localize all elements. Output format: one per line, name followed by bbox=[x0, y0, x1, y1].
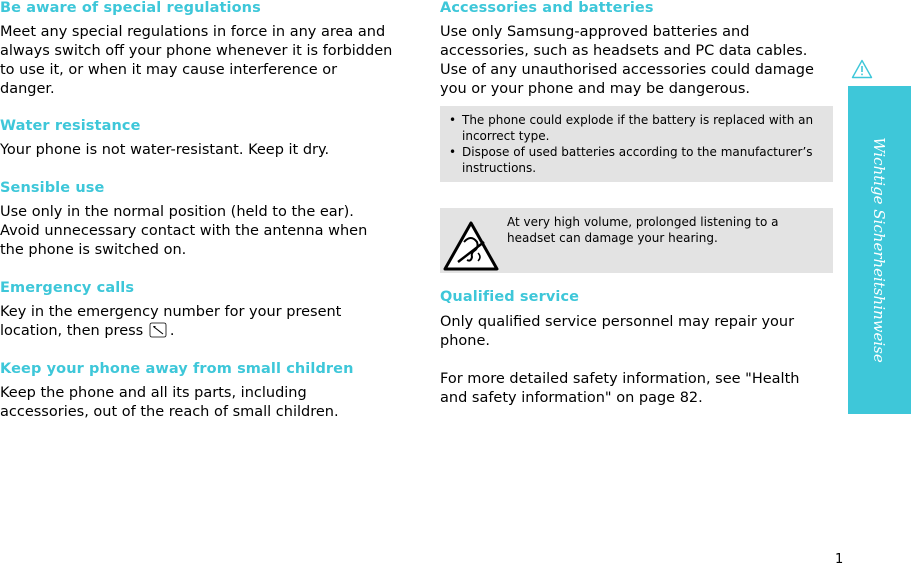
hearing-note-text: At very high volume, prolonged listening to a headset can damage your hearing. bbox=[507, 215, 779, 245]
body-small-children: Keep the phone and all its parts, including accessories, out of the reach of small children. bbox=[0, 385, 339, 420]
hearing-warning-icon bbox=[442, 220, 500, 272]
heading-small-children: Keep your phone away from small children bbox=[0, 361, 354, 377]
heading-sensible-use: Sensible use bbox=[0, 180, 105, 196]
send-key-icon bbox=[149, 322, 169, 338]
section-accessories bbox=[440, 0, 832, 99]
sidebar-title: Wichtige Sicherheitshinweise bbox=[870, 137, 888, 363]
heading-accessories: Accessories and batteries bbox=[440, 0, 654, 16]
body-sensible-use: Use only in the normal position (held to the ear). Avoid unnecessary contact with the antenna when the phone is switched on. bbox=[0, 204, 368, 258]
heading-qualified-service: Qualified service bbox=[440, 289, 580, 305]
body-emergency-calls-text: Key in the emergency number for your present location, then press bbox=[0, 304, 342, 339]
section-sensible-use bbox=[0, 180, 380, 260]
body-emergency-calls bbox=[0, 303, 370, 341]
heading-emergency-calls: Emergency calls bbox=[0, 280, 135, 296]
body-special-regulations: Meet any special regulations in force in any area and always switch off your phone whenever it is forbidden to use it, or when it may cause interference or danger. bbox=[0, 24, 393, 97]
body-emergency-calls-end: . bbox=[169, 323, 175, 339]
heading-special-regulations: Be aware of special regulations bbox=[0, 0, 261, 16]
section-qualified-service bbox=[440, 289, 832, 408]
section-small-children bbox=[0, 361, 380, 422]
section-special-regulations bbox=[0, 0, 395, 99]
battery-note-box bbox=[440, 106, 833, 182]
hearing-note-box bbox=[440, 208, 833, 273]
warning-triangle-icon bbox=[851, 59, 873, 79]
list-item: • The phone could explode if the battery is replaced with an incorrect type. bbox=[449, 113, 814, 143]
body-accessories: Use only Samsung-approved batteries and accessories, such as headsets and PC data cables. Use of any unauthorised accessories could damage you or your phone and may be dangerous. bbox=[440, 24, 814, 97]
battery-note-1: The phone could explode if the battery is replaced with an incorrect type. bbox=[462, 113, 814, 143]
section-water-resistance bbox=[0, 118, 395, 160]
body-more-info: For more detailed safety information, see "Health and safety information" on page 82. bbox=[440, 371, 800, 406]
body-qualified-service: Only qualified service personnel may repair your phone. bbox=[440, 314, 795, 349]
battery-note-2: Dispose of used batteries according to the manufacturer’s instructions. bbox=[462, 145, 813, 175]
list-item: • Dispose of used batteries according to the manufacturer’s instructions. bbox=[449, 145, 813, 175]
body-water-resistance: Your phone is not water-resistant. Keep it dry. bbox=[0, 142, 330, 158]
page-number: 1 bbox=[835, 552, 844, 567]
heading-water-resistance: Water resistance bbox=[0, 118, 141, 134]
section-emergency-calls bbox=[0, 280, 370, 341]
battery-note-list bbox=[440, 106, 833, 180]
